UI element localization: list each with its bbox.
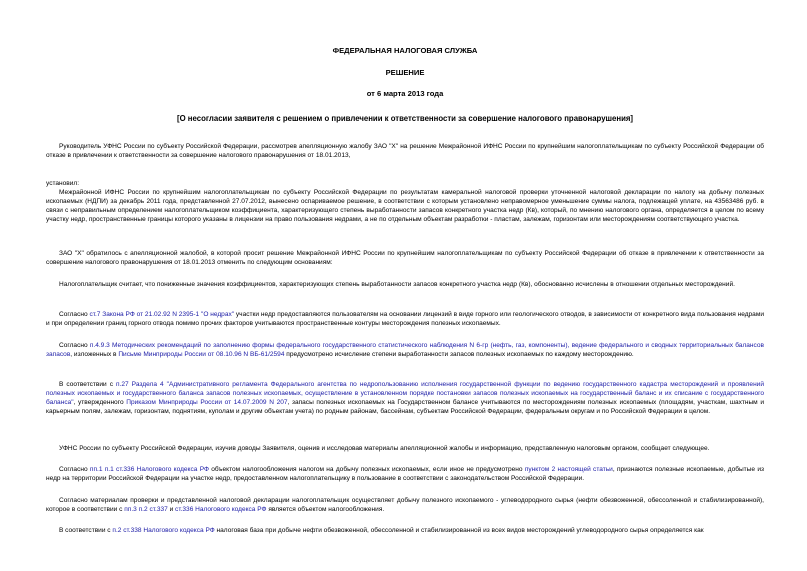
paragraph-regulation: [46, 380, 764, 416]
article-338-link[interactable]: п.2 ст.338 Налогового кодекса РФ: [112, 527, 215, 534]
paragraph-appeal: ЗАО "X" обратилось с апелляционной жалобой, в которой просит решение Межрайонной ИФНС России по крупнейшим налогоплательщикам по субъекту Российской Федерации об отказе в привлечении к ответственности за совершение налогового правонарушения от 18.01.2013 отменить по следующим основаниям:: [46, 250, 764, 267]
article-337-link[interactable]: пп.3 п.2 ст.337: [124, 506, 168, 514]
text-segment: Согласно: [59, 466, 90, 473]
text-segment: объектом налогообложения налогом на добычу полезных ископаемых, если иное не предусмотрено: [208, 466, 525, 473]
paragraph-tax-object: [46, 465, 764, 483]
paragraph-methodology: [46, 341, 764, 359]
article-336-link[interactable]: ст.336 Налогового кодекса РФ: [175, 506, 267, 514]
text-segment: В соответствии с: [59, 381, 117, 388]
paragraph-tax-base: [46, 526, 764, 535]
paragraph-inspection: Межрайонной ИФНС России по крупнейшим налогоплательщикам по субъекту Российской Федерации по результатам камеральной налоговой проверки уточненной налоговой декларации по налогу на добычу полезных ископаемых (НДПИ) за декабрь 2011 года, представленной 27.07.2012, вынесено оспариваемое решение, в соответствии с которым установлено неправомерное уменьшение суммы налога, подлежащей уплате, на 43563486 руб. в связи с неправильным определением налогоплательщиком коэффициента, характеризующего степень выработанности запасов конкретного участка недр (Кв), который, по мнению налогового органа, определяется в целом по всему участку недр, пространственные границы которого указаны в лицензии на право пользования недрами, а не по отдельным объектам разработки - пластам, залежам, горизонтам или месторождениям соответствующего участка.: [46, 189, 764, 224]
paragraph-intro: Руководитель УФНС России по субъекту Российской Федерации, рассмотрев апелляционную жалобу ЗАО "X" на решение Межрайонной ИФНС России по крупнейшим налогоплательщикам по субъекту Российской Федерации об отказе в привлечении к ответственности за совершение налогового правонарушения от 18.01.2013,: [46, 143, 764, 160]
text-segment: и: [167, 506, 176, 514]
methodology-link[interactable]: п.4.9.3 Методических рекомендаций по заполнению формы федерального государственного статистического наблюдения N 6-гр (нефть, газ, компоненты), ведение федерального и сводных территориальных балансов запасов: [46, 342, 764, 359]
text-segment: Согласно: [59, 311, 90, 318]
paragraph-taxpayer-position: Налогоплательщик считает, что пониженные значения коэффициентов, характеризующих степень выработанности запасов конкретного участка недр (Кв), обоснованно исчислены в отношении отдельных месторождений.: [59, 281, 735, 288]
text-segment: , признаются полезные ископаемые, добытые из недр на территории Российской Федерации на участке недр, предоставленном налогоплательщику в пользование в соответствии с законодательством Российской Федерации.: [46, 466, 764, 483]
text-segment: Согласно: [59, 342, 90, 349]
agency-heading: ФЕДЕРАЛЬНАЯ НАЛОГОВАЯ СЛУЖБА: [332, 46, 478, 55]
document-title: [О несогласии заявителя с решением о привлечении к ответственности за совершение налогового правонарушения]: [176, 114, 634, 123]
text-segment: предусмотрено исчисление степени выработанности запасов полезных ископаемых по каждому месторождению.: [284, 351, 634, 359]
date-heading: от 6 марта 2013 года: [366, 89, 444, 98]
clause-link[interactable]: пунктом 2 настоящей статьи: [524, 466, 613, 473]
text-segment: , изложенных в: [70, 351, 119, 359]
paragraph-established: установил:: [46, 180, 80, 187]
tax-code-link[interactable]: пп.1 п.1 ст.336 Налогового кодекса РФ: [89, 466, 209, 473]
regulation-link[interactable]: п.27 Раздела 4 "Административного регламента Федерального агентства по недропользованию исполнения государственной функции по ведению государственного кадастра месторождений и проявлений полезных ископаемых и государственного баланса запасов полезных ископаемых, осуществление в установленном порядке постановки запасов полезных ископаемых на государственный баланс и их списание с государственного баланса": [46, 381, 764, 407]
text-segment: налоговая база при добыче нефти обезвоженной, обессоленной и стабилизированной из всех видов месторождений углеводородного сырья определяется как: [214, 527, 704, 534]
paragraph-hydrocarbons: [46, 496, 764, 514]
paragraph-ufns-review: УФНС России по субъекту Российской Федерации, изучив доводы Заявителя, оценив и исследовав материалы апелляционной жалобы и информацию, представленную налоговым органом, сообщает следующее.: [59, 445, 710, 452]
text-segment: , утвержденного: [73, 399, 127, 407]
law-link[interactable]: ст.7 Закона РФ от 21.02.92 N 2395-1 "О недрах": [89, 311, 235, 318]
ministry-letter-link[interactable]: Письме Минприроды России от 08.10.96 N ВБ-61/2594: [118, 351, 285, 359]
text-segment: В соответствии с: [59, 527, 113, 534]
order-link[interactable]: Приказом Минприроды России от 14.07.2009 N 207: [126, 399, 288, 407]
text-segment: участки недр предоставляются пользователям на основании лицензий в виде горного или геологического отводов, в зависимости от конкретного вида пользования недрами и при определении границ горного отвода помимо прочих факторов учитываются пространственные контуры месторождения полезных ископаемых.: [46, 311, 764, 328]
text-segment: является объектом налогообложения.: [266, 506, 385, 514]
text-segment: Согласно материалам проверки и представленной налоговой декларации налогоплательщик осуществляет добычу полезного ископаемого - углеводородного сырья (нефти обезвоженной, обессоленной и стабилизированной), которое в соответствии с: [46, 497, 764, 514]
text-segment: , запасы полезных ископаемых на Государственном балансе учитываются по месторождениям полезных ископаемых (площадям, участкам, шахтным и карьерным полям, залежам, горизонтам, поднятиям, куполам и другим объектам учета) по родным районам, бассейнам, субъектам Российской Федерации, федеральным округам и по Российской Федерации в целом.: [46, 399, 764, 416]
paragraph-subsoil-law: [46, 310, 764, 328]
doc-type-heading: РЕШЕНИЕ: [385, 68, 425, 77]
